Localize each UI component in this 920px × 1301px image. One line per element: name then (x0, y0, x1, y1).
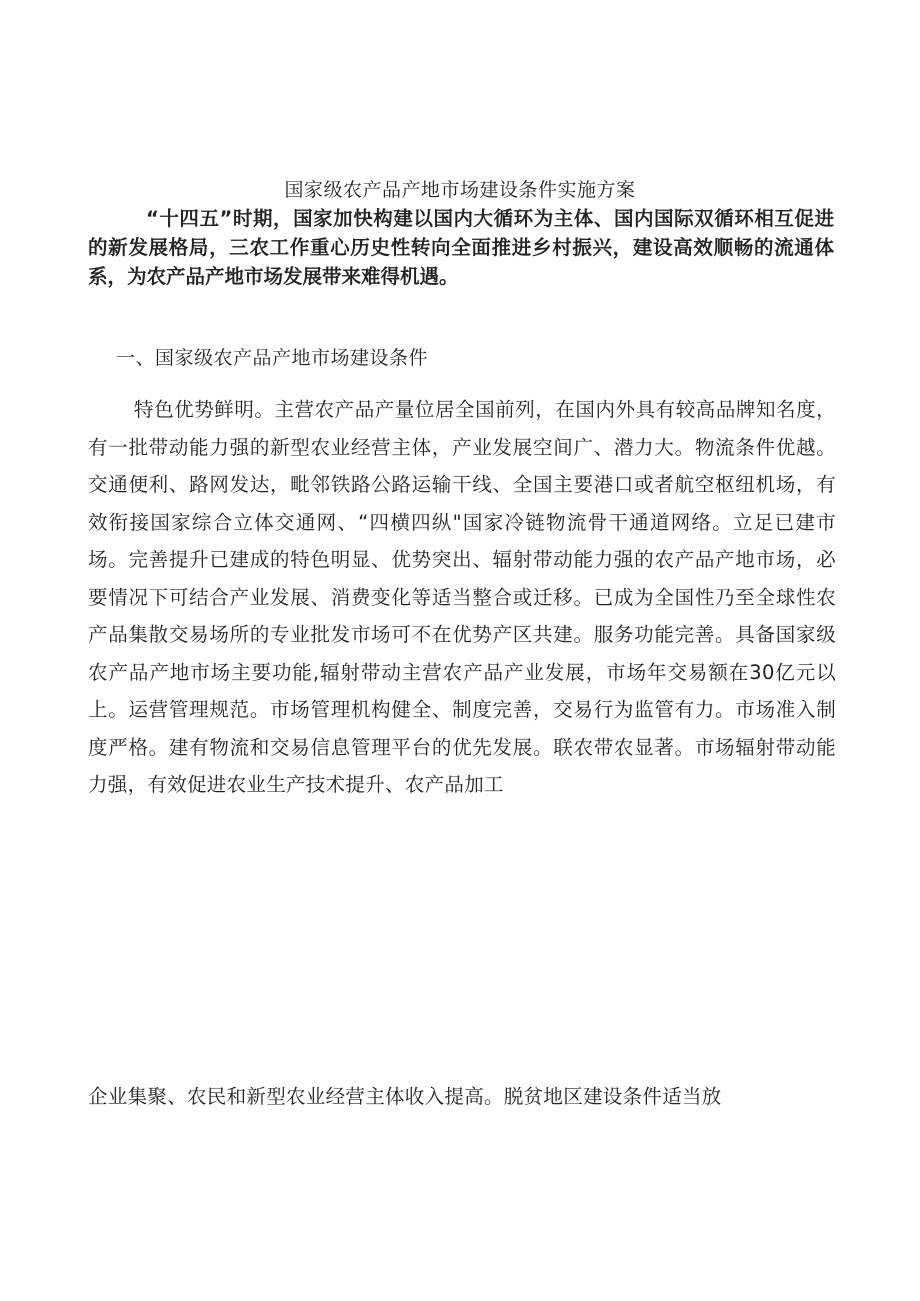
section-heading: 一、国家级农产品产地市场建设条件 (116, 347, 429, 369)
continuation-line: 企业集聚、农民和新型农业经营主体收入提高。脱贫地区建设条件适当放 (88, 1085, 722, 1108)
body-paragraph: 特色优势鲜明。主营农产品产量位居全国前列，在国内外具有较高品牌知名度，有一批带动能力强的新型农业经营主体，产业发展空间广、潜力大。物流条件优越。交通便利、路网发达，毗邻铁路公路运输干线、全国主要港口或者航空枢纽机场，有效衔接国家综合立体交通网、“四横四纵"国家冷链物流骨干通道网络。立足已建市场。完善提升已建成的特色明显、优势突出、辐射带动能力强的农产品产地市场，必要情况下可结合产业发展、消费变化等适当整合或迁移。已成为全国性乃至全球性农产品集散交易场所的专业批发市场可不在优势产区共建。服务功能完善。具备国家级农产品产地市场主要功能,辐射带动主营农产品产业发展，市场年交易额在30亿元以上。运营管理规范。市场管理机构健全、制度完善，交易行为监管有力。市场准入制度严格。建有物流和交易信息管理平台的优先发展。联农带农显著。市场辐射带动能力强，有效促进农业生产技术提升、农产品加工 (88, 398, 836, 796)
intro-paragraph: “十四五”时期，国家加快构建以国内大循环为主体、国内国际双循环相互促进的新发展格局，三农工作重心历史性转向全面推进乡村振兴，建设高效顺畅的流通体系，为农产品产地市场发展带来难得机遇。 (88, 207, 834, 288)
document-title: 国家级农产品产地市场建设条件实施方案 (284, 179, 636, 201)
